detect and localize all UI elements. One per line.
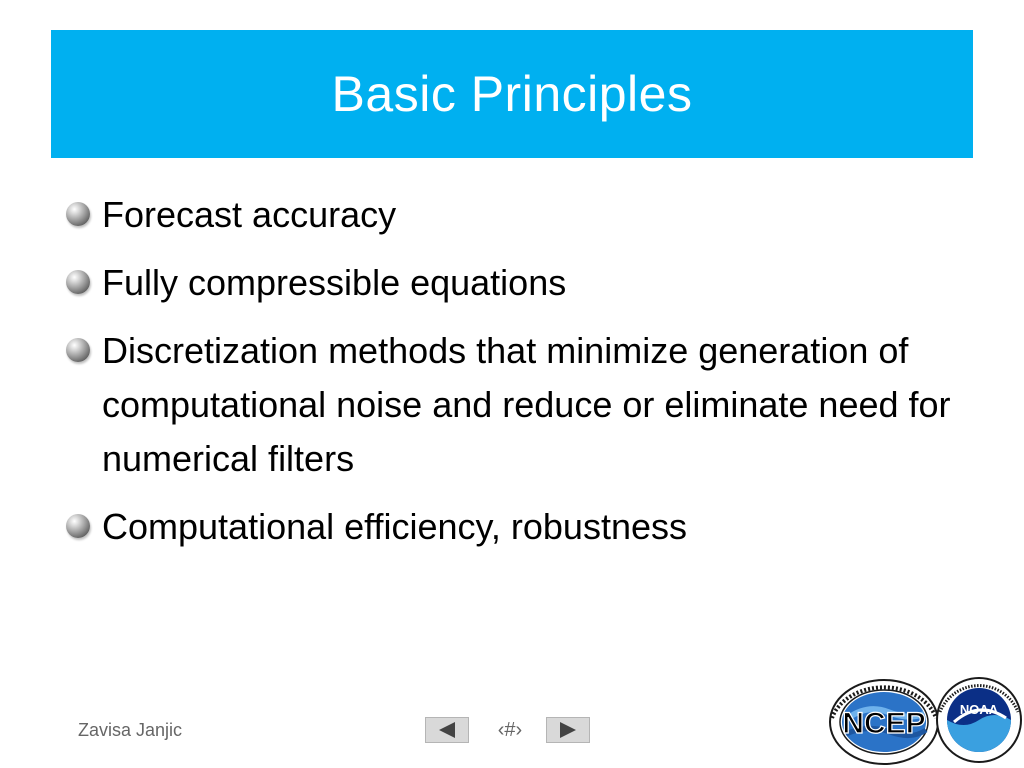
bullet-text: Fully compressible equations xyxy=(102,262,567,303)
footer-author: Zavisa Janjic xyxy=(78,720,183,740)
title-bar xyxy=(51,30,973,158)
sphere-bullet-icon xyxy=(66,338,90,362)
bullet-item xyxy=(64,500,974,554)
sphere-bullet-icon xyxy=(66,270,90,294)
ncep-logo xyxy=(828,678,940,766)
next-slide-button[interactable] xyxy=(546,717,590,743)
bullet-item xyxy=(64,324,974,486)
bullet-text: Forecast accuracy xyxy=(102,194,397,235)
bullet-list xyxy=(64,188,974,568)
bullet-item xyxy=(64,256,974,310)
sphere-bullet-icon xyxy=(66,202,90,226)
noaa-logo-text: NOAA xyxy=(959,702,999,717)
triangle-right-icon xyxy=(560,722,576,738)
bullet-item xyxy=(64,188,974,242)
bullet-text: Computational efficiency, robustness xyxy=(102,506,687,547)
previous-slide-button[interactable] xyxy=(425,717,469,743)
triangle-left-icon xyxy=(439,722,455,738)
ncep-logo-text: NCEP xyxy=(842,707,926,740)
slide-number: ‹#› xyxy=(497,719,523,741)
sphere-bullet-icon xyxy=(66,514,90,538)
noaa-logo xyxy=(934,672,1024,768)
slide-title: Basic Principles xyxy=(331,66,693,122)
bullet-text: Discretization methods that minimize generation of computational noise and reduce or eliminate need for numerical filters xyxy=(102,330,951,479)
